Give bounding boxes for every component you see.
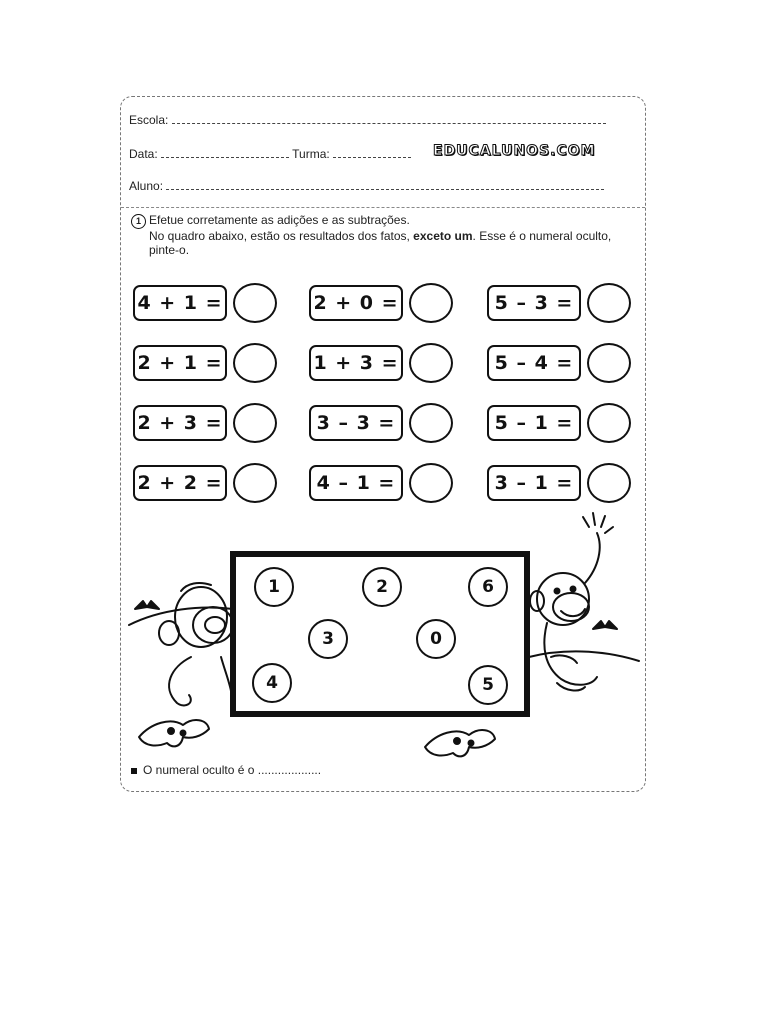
answer-blank[interactable]: ................... bbox=[257, 763, 322, 777]
equation-box: 3 – 3 = bbox=[309, 405, 403, 441]
worksheet bbox=[120, 96, 646, 792]
result-number-circle[interactable]: 3 bbox=[308, 619, 348, 659]
left-monkey-icon bbox=[159, 583, 233, 705]
instruction-line-1: Efetue corretamente as adições e as subtrações. bbox=[149, 213, 410, 227]
bat-icon bbox=[593, 621, 617, 629]
equation-box: 5 – 3 = bbox=[487, 285, 581, 321]
right-monkey-icon bbox=[530, 513, 613, 690]
result-number-circle[interactable]: 0 bbox=[416, 619, 456, 659]
brand-logo: EDUCALUNOS.COM bbox=[433, 143, 596, 159]
footer-question bbox=[131, 763, 321, 777]
spotted-shape-left-icon bbox=[139, 720, 209, 746]
footer-text: O numeral oculto é o bbox=[143, 763, 258, 777]
result-number-circle[interactable]: 4 bbox=[252, 663, 292, 703]
bat-icon bbox=[135, 601, 159, 609]
bullet-icon bbox=[131, 768, 137, 774]
equation-box: 4 – 1 = bbox=[309, 465, 403, 501]
equation-box: 3 – 1 = bbox=[487, 465, 581, 501]
result-number-circle[interactable]: 5 bbox=[468, 665, 508, 705]
equation-box: 2 + 2 = bbox=[133, 465, 227, 501]
instruction-text-a: No quadro abaixo, estão os resultados dos fatos, bbox=[149, 229, 414, 243]
instruction-emphasis: exceto um bbox=[413, 229, 473, 243]
spotted-shape-right-icon bbox=[425, 730, 495, 756]
question-number-icon: 1 bbox=[131, 214, 146, 229]
result-number-circle[interactable]: 6 bbox=[468, 567, 508, 607]
class-label: Turma: bbox=[292, 147, 330, 161]
equation-box: 2 + 0 = bbox=[309, 285, 403, 321]
school-label: Escola: bbox=[129, 113, 169, 127]
result-number-circle[interactable]: 1 bbox=[254, 567, 294, 607]
equation-box: 5 – 1 = bbox=[487, 405, 581, 441]
equation-box: 5 – 4 = bbox=[487, 345, 581, 381]
student-label: Aluno: bbox=[129, 179, 164, 193]
results-board bbox=[230, 551, 530, 717]
equation-box: 2 + 1 = bbox=[133, 345, 227, 381]
equation-box: 4 + 1 = bbox=[133, 285, 227, 321]
instruction-text-b: . Esse é o numeral oculto, pinte-o. bbox=[149, 229, 612, 257]
result-number-circle[interactable]: 2 bbox=[362, 567, 402, 607]
equation-box: 1 + 3 = bbox=[309, 345, 403, 381]
equation-box: 2 + 3 = bbox=[133, 405, 227, 441]
date-label: Data: bbox=[129, 147, 158, 161]
